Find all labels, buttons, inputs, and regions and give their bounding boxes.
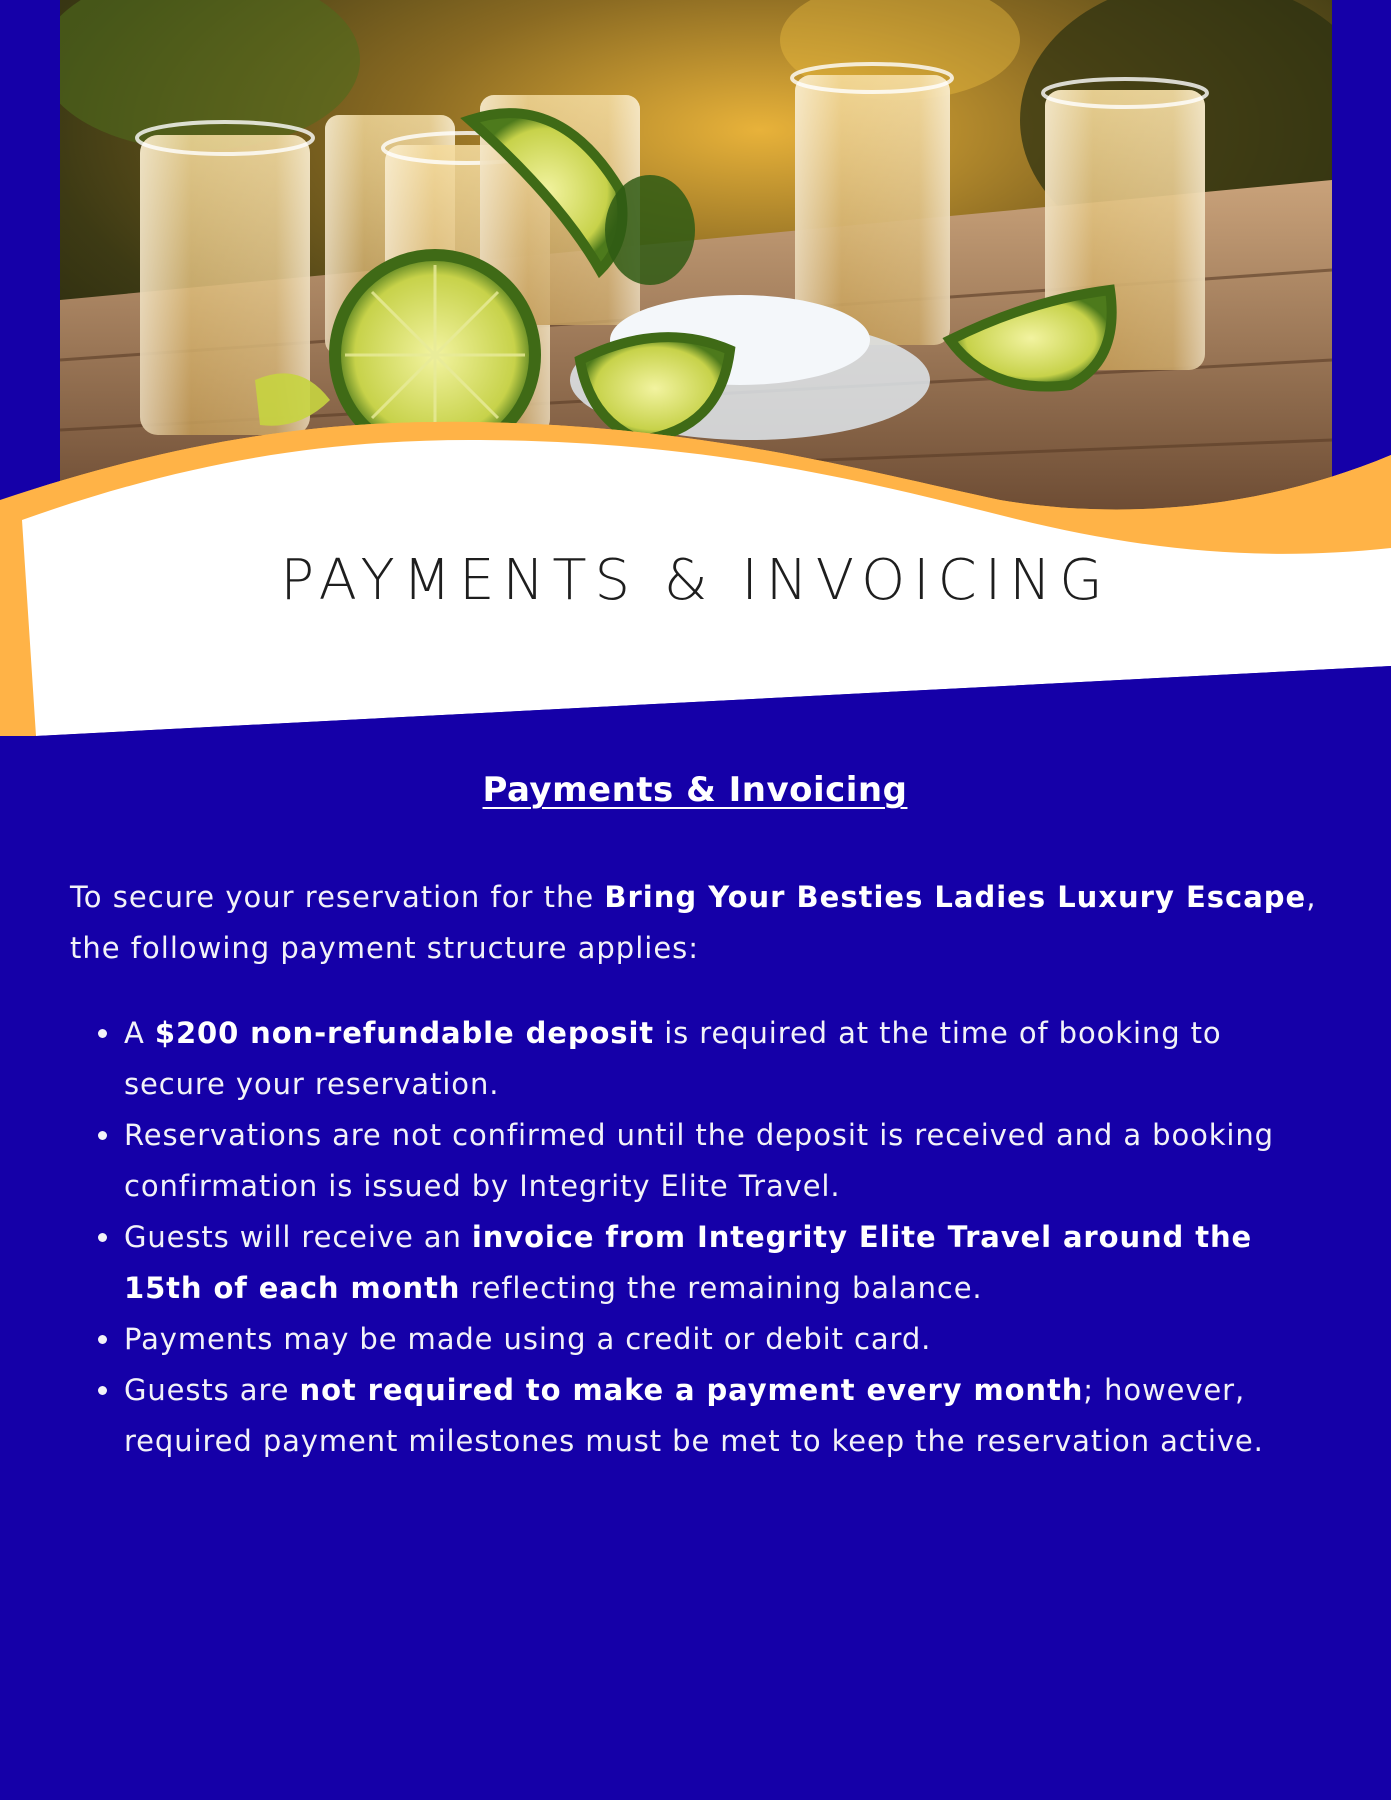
list-item-text-pre: Payments may be made using a credit or debit card. xyxy=(124,1322,932,1356)
payment-terms-list xyxy=(70,1008,1320,1467)
content-section xyxy=(70,770,1320,1467)
intro-text-pre: To secure your reservation for the xyxy=(70,880,605,914)
list-item xyxy=(124,1314,1320,1365)
list-item-text-pre: A xyxy=(124,1016,155,1050)
list-item-text-post: reflecting the remaining balance. xyxy=(460,1271,983,1305)
list-item-text-pre: Reservations are not confirmed until the deposit is received and a booking confirmation is issued by Integrity Elite Travel. xyxy=(124,1118,1274,1203)
list-item-text-strong: invoice from Integrity Elite Travel around the 15th of each month xyxy=(124,1220,1253,1305)
list-item-text-strong: not required to make a payment every month xyxy=(299,1373,1084,1407)
page-title: PAYMENTS & INVOICING xyxy=(280,548,1111,613)
bullet-icon xyxy=(98,1335,107,1344)
list-item-text-post: ; however, required payment milestones must be met to keep the reservation active. xyxy=(124,1373,1264,1458)
section-heading: Payments & Invoicing xyxy=(482,770,908,810)
list-item-text-post: is required at the time of booking to secure your reservation. xyxy=(124,1016,1222,1101)
bullet-icon xyxy=(98,1233,107,1242)
intro-text-post: , the following payment structure applies: xyxy=(70,880,1317,965)
list-item-text-strong: $200 non-refundable deposit xyxy=(154,1016,655,1050)
bullet-icon xyxy=(98,1029,107,1038)
hero-section xyxy=(0,0,1391,740)
list-item xyxy=(124,1110,1320,1212)
list-item-text-pre: Guests are xyxy=(124,1373,300,1407)
list-item xyxy=(124,1008,1320,1110)
bullet-icon xyxy=(98,1386,107,1395)
hero-graphic xyxy=(0,0,1391,740)
list-item-text-pre: Guests will receive an xyxy=(124,1220,472,1254)
list-item xyxy=(124,1365,1320,1467)
intro-paragraph xyxy=(70,872,1320,974)
bullet-icon xyxy=(98,1131,107,1140)
list-item xyxy=(124,1212,1320,1314)
intro-text-strong: Bring Your Besties Ladies Luxury Escape xyxy=(604,880,1307,914)
